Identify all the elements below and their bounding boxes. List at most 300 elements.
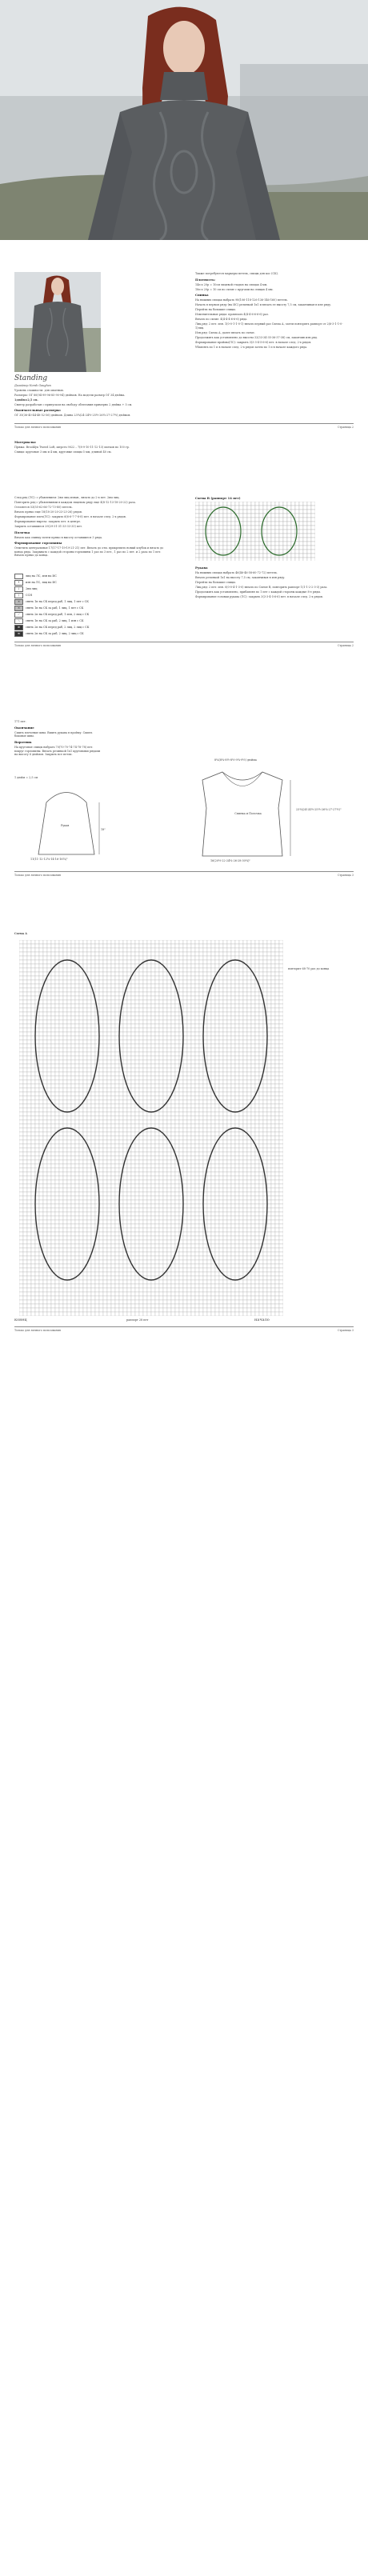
chart-cell (111, 1168, 115, 1172)
chart-cell (47, 1020, 51, 1024)
chart-cell (223, 1028, 227, 1032)
chart-cell (135, 1152, 139, 1156)
chart-cell (135, 1068, 139, 1072)
chart-cell (151, 1180, 155, 1184)
chart-cell (111, 1072, 115, 1076)
chart-cell (187, 1176, 191, 1180)
chart-cell (47, 1056, 51, 1060)
chart-cell (163, 1024, 167, 1028)
chart-cell (123, 1036, 127, 1040)
chart-cell (107, 1168, 111, 1172)
chart-cell (47, 1128, 51, 1132)
chart-cell (211, 1188, 215, 1192)
chart-cell (243, 502, 247, 506)
chart-cell (171, 944, 175, 948)
chart-cell (187, 980, 191, 984)
chart-cell (183, 1108, 187, 1112)
chart-cell (199, 1100, 203, 1104)
chart-cell (187, 1068, 191, 1072)
chart-cell (231, 1124, 235, 1128)
chart-cell (295, 506, 299, 510)
chart-cell (107, 1044, 111, 1048)
chart-cell (103, 1132, 107, 1136)
chart-cell (95, 972, 99, 976)
chart-cell (99, 1040, 103, 1044)
chart-cell (131, 1076, 135, 1080)
chart-cell (31, 1016, 35, 1020)
chart-cell (107, 1028, 111, 1032)
chart-cell (147, 1084, 151, 1088)
chart-cell (63, 1192, 67, 1196)
chart-cell (151, 948, 155, 952)
chart-cell (235, 964, 239, 968)
chart-cell (111, 1160, 115, 1164)
chart-cell (103, 972, 107, 976)
chart-cell (155, 1076, 159, 1080)
chart-cell (199, 1152, 203, 1156)
chart-cell (51, 1180, 55, 1184)
page-footer (14, 423, 354, 429)
chart-cell (91, 1048, 95, 1052)
chart-cell (207, 1092, 211, 1096)
chart-cell (251, 1080, 255, 1084)
chart-cell (219, 1008, 223, 1012)
chart-cell (63, 940, 67, 944)
chart-cell (151, 1068, 155, 1072)
chart-cell (199, 530, 203, 534)
chart-cell (243, 1184, 247, 1188)
chart-cell (199, 518, 203, 522)
chart-cell (155, 1040, 159, 1044)
chart-cell (255, 1116, 259, 1120)
chart-cell (267, 1156, 271, 1160)
chart-cell (219, 1044, 223, 1048)
chart-cell (223, 944, 227, 948)
chart-cell (239, 1120, 243, 1124)
chart-cell (163, 1080, 167, 1084)
chart-cell (203, 1152, 207, 1156)
chart-cell (111, 1024, 115, 1028)
chart-cell (71, 1080, 75, 1084)
chart-cell (123, 1068, 127, 1072)
chart-cell (235, 1096, 239, 1100)
chart-cell (143, 1080, 147, 1084)
chart-cell (199, 522, 203, 526)
chart-cell (143, 1048, 147, 1052)
chart-cell (23, 1164, 27, 1168)
chart-cell (151, 952, 155, 956)
chart-cell (19, 1136, 23, 1140)
chart-cell (175, 1168, 179, 1172)
chart-cell (275, 996, 279, 1000)
chart-cell (271, 960, 275, 964)
chart-cell (151, 1188, 155, 1192)
chart-cell (191, 1200, 195, 1204)
chart-cell (95, 1036, 99, 1040)
chart-cell (311, 542, 315, 546)
chart-cell (55, 1032, 59, 1036)
chart-cell (139, 1072, 143, 1076)
chart-cell (163, 1188, 167, 1192)
chart-cell (259, 502, 263, 506)
chart-cell (115, 1180, 119, 1184)
chart-cell (47, 1164, 51, 1168)
chart-cell (279, 530, 283, 534)
chart-cell (39, 1140, 43, 1144)
neck-text: Отметить центральные 17(17-17-19-19-21-21) пет. Вязать до отм. прикрепить новый клубок и вязать до конца ряда. Закрывать с каждой стороны горловины 1 раз по 3 пет., 1 раз по 2 пет. и 2 раза по 1 пет. Вязать прямо до конца. (14, 546, 164, 558)
chart-cell (23, 1108, 27, 1112)
chart-cell (195, 988, 199, 992)
chart-cell (247, 1108, 251, 1112)
chart-cell (107, 1000, 111, 1004)
chart-cell (139, 1044, 143, 1048)
chart-cell (103, 1108, 107, 1112)
chart-cell (107, 980, 111, 984)
chart-cell (183, 1172, 187, 1176)
chart-cell (123, 944, 127, 948)
chart-cell (23, 1080, 27, 1084)
chart-cell (143, 1188, 147, 1192)
chart-cell (259, 972, 263, 976)
chart-cell (267, 1148, 271, 1152)
chart-cell (199, 1164, 203, 1168)
chart-cell (183, 960, 187, 964)
chart-cell (107, 1040, 111, 1044)
chart-cell (147, 1060, 151, 1064)
chart-cell (35, 1160, 39, 1164)
chart-cell (235, 948, 239, 952)
chart-cell (143, 956, 147, 960)
chart-cell (179, 1160, 183, 1164)
chart-cell (231, 1104, 235, 1108)
page-footer (14, 871, 354, 877)
chart-cell (215, 1156, 219, 1160)
chart-cell (87, 1176, 91, 1180)
chart-cell (83, 1156, 87, 1160)
chart-cell (279, 1068, 283, 1072)
chart-cell (211, 1028, 215, 1032)
chart-cell (95, 1088, 99, 1092)
chart-cell (59, 1192, 63, 1196)
chart-cell (271, 1056, 275, 1060)
chart-cell (183, 1084, 187, 1088)
chart-cell (139, 1024, 143, 1028)
chart-cell (79, 956, 83, 960)
chart-cell (19, 956, 23, 960)
chart-cell (227, 1100, 231, 1104)
chart-cell (231, 514, 235, 518)
chart-cell (119, 1092, 123, 1096)
chart-cell (179, 1084, 183, 1088)
chart-cell (311, 510, 315, 514)
chart-cell (251, 1116, 255, 1120)
chart-cell (147, 984, 151, 988)
right-col-line: Продолжить как установлено до высоты 32(33-34-35-36-37-38) см, закончив изн.ряд. (195, 335, 318, 339)
chart-cell (75, 1028, 79, 1032)
chart-cell (275, 1080, 279, 1084)
chart-cell (231, 526, 235, 530)
chart-cell (259, 952, 263, 956)
chart-cell (171, 1076, 175, 1080)
chart-cell (23, 972, 27, 976)
chart-cell (135, 996, 139, 1000)
chart-cell (43, 1096, 47, 1100)
chart-cell (19, 1172, 23, 1176)
chart-cell (143, 1164, 147, 1168)
chart-cell (75, 1088, 79, 1092)
chart-cell (199, 1168, 203, 1172)
chart-cell (115, 1004, 119, 1008)
chart-cell (143, 1116, 147, 1120)
chart-cell (123, 956, 127, 960)
chart-cell (271, 1116, 275, 1120)
chart-cell (83, 1032, 87, 1036)
chart-cell (303, 506, 307, 510)
chart-cell (307, 530, 311, 534)
chart-cell (123, 1092, 127, 1096)
chart-cell (111, 1088, 115, 1092)
chart-cell (239, 1056, 243, 1060)
chart-cell (259, 1172, 263, 1176)
chart-cell (215, 1104, 219, 1108)
chart-cell (195, 1044, 199, 1048)
chart-cell (195, 1184, 199, 1188)
chart-cell (271, 1108, 275, 1112)
chart-cell (235, 1068, 239, 1072)
chart-cell (207, 1004, 211, 1008)
chart-cell (211, 1008, 215, 1012)
chart-cell (39, 1108, 43, 1112)
chart-cell (167, 1116, 171, 1120)
chart-cell (279, 1152, 283, 1156)
chart-cell (223, 530, 227, 534)
chart-cell (311, 546, 315, 550)
chart-cell (99, 984, 103, 988)
chart-cell (155, 1180, 159, 1184)
chart-cell (231, 1172, 235, 1176)
chart-cell (103, 1040, 107, 1044)
chart-cell (267, 522, 271, 526)
chart-cell (43, 1080, 47, 1084)
chart-cell (279, 1000, 283, 1004)
chart-cell (215, 1132, 219, 1136)
chart-cell (115, 1032, 119, 1036)
chart-cell (187, 1052, 191, 1056)
chart-cell (239, 1204, 243, 1208)
chart-cell (63, 1140, 67, 1144)
chart-cell (215, 1128, 219, 1132)
chart-cell (271, 1160, 275, 1164)
chart-cell (259, 1060, 263, 1064)
chart-cell (107, 964, 111, 968)
chart-cell (303, 538, 307, 542)
chart-cell (179, 984, 183, 988)
chart-cell (255, 1132, 259, 1136)
chart-cell (83, 1008, 87, 1012)
chart-cell (51, 1144, 55, 1148)
chart-cell (31, 964, 35, 968)
chart-cell (147, 1160, 151, 1164)
chart-cell (99, 1028, 103, 1032)
chart-cell (287, 554, 291, 558)
chart-cell (179, 1200, 183, 1204)
chart-cell (155, 1024, 159, 1028)
chart-cell (259, 1064, 263, 1068)
chart-cell (211, 1048, 215, 1052)
chart-cell (107, 1080, 111, 1084)
chart-cell (67, 1024, 71, 1028)
chart-cell (107, 1152, 111, 1156)
chart-cell (167, 1088, 171, 1092)
chart-cell (231, 1196, 235, 1200)
chart-cell (59, 1080, 63, 1084)
chart-cell (223, 1196, 227, 1200)
chart-cell (183, 1168, 187, 1172)
chart-cell (95, 1204, 99, 1208)
chart-cell (23, 1036, 27, 1040)
left-col-line: Закрыть оставшиеся 29(29-31-31-33-33-33) пет. (14, 524, 83, 528)
chart-cell (279, 1120, 283, 1124)
chart-cell (251, 526, 255, 530)
chart-cell (19, 1208, 23, 1212)
chart-cell (183, 1036, 187, 1040)
chart-cell (195, 940, 199, 944)
chart-cell (123, 1100, 127, 1104)
chart-cell (123, 1008, 127, 1012)
chart-cell (59, 1164, 63, 1168)
chart-cell (287, 558, 291, 561)
chart-cell (43, 968, 47, 972)
chart-cell (35, 1156, 39, 1160)
chart-cell (247, 1152, 251, 1156)
chart-cell (55, 1036, 59, 1040)
chart-cell (115, 1156, 119, 1160)
chart-cell (135, 1052, 139, 1056)
chart-cell (67, 1156, 71, 1160)
chart-cell (63, 988, 67, 992)
chart-cell (243, 1112, 247, 1116)
chart-cell (63, 1176, 67, 1180)
chart-cell (259, 1148, 263, 1152)
chart-cell (83, 1048, 87, 1052)
chart-cell (227, 1160, 231, 1164)
chart-cell (223, 538, 227, 542)
chart-cell (247, 944, 251, 948)
chart-cell (271, 1048, 275, 1052)
chart-cell (75, 1056, 79, 1060)
chart-cell (199, 1112, 203, 1116)
chart-cell (239, 1188, 243, 1192)
chart-cell (55, 1188, 59, 1192)
chart-cell (47, 996, 51, 1000)
chart-cell (127, 956, 131, 960)
chart-cell (231, 1032, 235, 1036)
chart-cell (263, 940, 267, 944)
chart-cell (231, 1152, 235, 1156)
chart-cell (47, 1076, 51, 1080)
chart-cell (227, 1092, 231, 1096)
chart-cell (267, 1048, 271, 1052)
chart-cell (111, 1032, 115, 1036)
chart-cell (311, 506, 315, 510)
chart-cell (43, 1048, 47, 1052)
chart-cell (203, 1200, 207, 1204)
chart-cell (71, 1048, 75, 1052)
chart-cell (131, 1004, 135, 1008)
chart-cell (199, 1124, 203, 1128)
chart-cell (159, 1112, 163, 1116)
chart-cell (175, 1180, 179, 1184)
footer-page-number: Страница 2 (337, 644, 354, 647)
chart-cell (123, 1172, 127, 1176)
chart-cell (271, 944, 275, 948)
chart-cell (143, 1004, 147, 1008)
chart-cell (83, 1020, 87, 1024)
chart-cell (75, 972, 79, 976)
chart-cell (171, 940, 175, 944)
chart-cell (283, 542, 287, 546)
chart-cell (215, 1040, 219, 1044)
chart-cell (103, 1168, 107, 1172)
chart-cell (63, 1116, 67, 1120)
chart-cell (271, 1120, 275, 1124)
chart-cell (279, 1112, 283, 1116)
chart-cell (95, 984, 99, 988)
chart-cell (139, 1160, 143, 1164)
chart-cell (155, 1016, 159, 1020)
chart-cell (271, 1076, 275, 1080)
chart-cell (179, 972, 183, 976)
chart-cell (35, 952, 39, 956)
chart-cell (243, 1004, 247, 1008)
chart-cell (219, 1172, 223, 1176)
chart-cell (167, 1112, 171, 1116)
chart-cell (219, 510, 223, 514)
chart-cell (127, 952, 131, 956)
chart-cell (123, 1060, 127, 1064)
chart-cell (195, 510, 199, 514)
chart-cell (187, 1088, 191, 1092)
chart-cell (71, 1064, 75, 1068)
chart-cell (123, 1028, 127, 1032)
chart-cell (219, 1200, 223, 1204)
chart-cell (187, 1164, 191, 1168)
right-col-line: На нижних спицах набрать 98(106-118-126-136-146-160) петель. (195, 298, 288, 302)
chart-cell (255, 1012, 259, 1016)
chart-cell (75, 1180, 79, 1184)
chart-cell (271, 1200, 275, 1204)
chart-cell (67, 1192, 71, 1196)
legend-item: × снять 1п на СК перед раб, 1 лиц, 1 пет с СК (14, 598, 174, 605)
chart-cell (199, 956, 203, 960)
chart-cell (275, 1028, 279, 1032)
chart-cell (171, 1104, 175, 1108)
chart-cell (275, 1164, 279, 1168)
chart-cell (203, 948, 207, 952)
chart-cell (107, 988, 111, 992)
chart-cell (263, 968, 267, 972)
chart-cell (143, 1084, 147, 1088)
chart-cell (59, 1096, 63, 1100)
chart-cell (127, 1072, 131, 1076)
chart-cell (79, 1140, 83, 1144)
chart-cell (211, 1040, 215, 1044)
chart-cell (239, 1060, 243, 1064)
chart-cell (103, 956, 107, 960)
chart-cell (207, 1052, 211, 1056)
chart-cell (247, 1040, 251, 1044)
chart-cell (91, 1012, 95, 1016)
